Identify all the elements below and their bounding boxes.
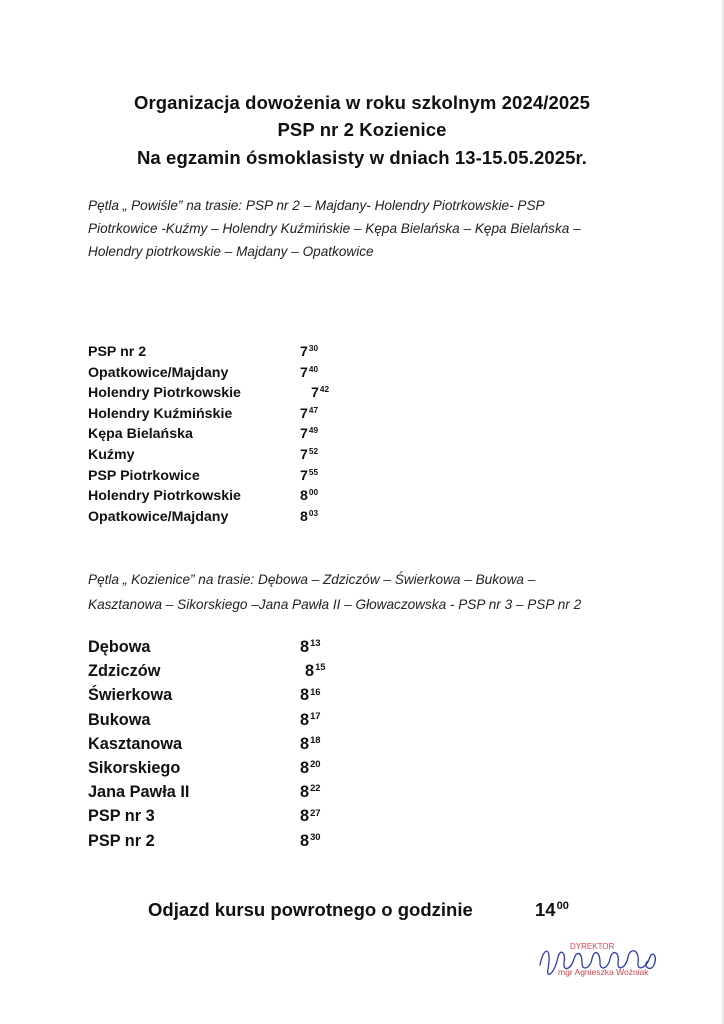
departure-minute: 13	[310, 638, 321, 650]
stop-name: Holendry Piotrkowskie	[88, 488, 241, 505]
departure-minute: 16	[310, 686, 321, 698]
departure-minute: 00	[308, 488, 319, 498]
return-trip-hour: 14	[535, 899, 556, 920]
departure-minute: 30	[308, 343, 319, 353]
stop-name: Zdziczów	[88, 662, 161, 681]
departure-hour: 7	[300, 426, 308, 443]
departure-time	[300, 832, 321, 851]
departure-time	[300, 344, 318, 360]
departure-time	[300, 735, 321, 754]
return-trip-label: Odjazd kursu powrotnego o godzinie	[148, 899, 473, 920]
departure-hour: 8	[300, 710, 310, 729]
departure-time	[300, 468, 318, 484]
director-stamp-signature	[530, 935, 665, 987]
departure-hour: 8	[300, 807, 310, 826]
stop-name: Bukowa	[88, 710, 151, 729]
departure-minute: 03	[308, 508, 319, 518]
departure-hour: 7	[311, 385, 319, 402]
stop-name: PSP Piotrkowice	[88, 467, 200, 484]
departure-hour: 7	[300, 344, 308, 360]
stop-name: Kuźmy	[88, 447, 135, 463]
departure-minute: 22	[310, 783, 321, 795]
departure-time	[300, 509, 318, 525]
stop-name: Sikorskiego	[88, 759, 181, 777]
departure-time	[300, 406, 318, 422]
stop-name: Opatkowice/Majdany	[88, 508, 229, 525]
departure-hour: 7	[300, 405, 308, 422]
stop-name: Opatkowice/Majdany	[88, 364, 229, 381]
departure-time	[300, 488, 318, 504]
departure-time	[311, 385, 329, 401]
departure-minute: 30	[310, 831, 321, 843]
return-trip-line	[148, 899, 569, 921]
route2-description-line-1: Pętla „ Kozienice” na trasie: Dębowa – Zdziczów – Świerkowa – Bukowa –	[88, 572, 536, 587]
departure-hour: 8	[305, 662, 315, 681]
departure-time	[300, 711, 321, 730]
route1-description-line-2: Piotrkowice -Kuźmy – Holendry Kuźmińskie – Kępa Bielańska – Kępa Bielańska –	[88, 221, 581, 236]
departure-time	[300, 426, 318, 442]
departure-hour: 8	[300, 488, 308, 505]
departure-time	[300, 447, 318, 463]
departure-hour: 8	[300, 734, 310, 753]
departure-hour: 8	[300, 783, 310, 802]
route1-description-line-3: Holendry piotrkowskie – Majdany – Opatkowice	[88, 244, 374, 259]
departure-minute: 55	[308, 467, 319, 477]
stamp-title: DYREKTOR	[570, 942, 615, 951]
return-trip-time	[535, 899, 569, 921]
departure-hour: 8	[300, 508, 308, 525]
departure-hour: 8	[300, 759, 310, 777]
departure-minute: 42	[319, 385, 330, 395]
departure-hour: 7	[300, 467, 308, 484]
departure-time	[300, 638, 321, 657]
return-trip-minute: 00	[556, 900, 569, 913]
departure-minute: 40	[308, 364, 319, 374]
title-line-2: PSP nr 2 Kozienice	[277, 119, 447, 140]
stamp-name: mgr Agnieszka Woźniak	[558, 967, 649, 977]
stop-name: Kępa Bielańska	[88, 426, 193, 443]
stop-name: PSP nr 3	[88, 807, 155, 826]
route2-description-line-2: Kasztanowa – Sikorskiego –Jana Pawła II – Głowaczowska - PSP nr 3 – PSP nr 2	[88, 597, 582, 612]
departure-time	[300, 365, 318, 381]
departure-hour: 8	[300, 831, 310, 850]
departure-time	[305, 662, 326, 681]
stop-name: Dębowa	[88, 638, 151, 656]
route1-description-line-1: Pętla „ Powiśle” na trasie: PSP nr 2 – Majdany- Holendry Piotrkowskie- PSP	[88, 198, 545, 213]
departure-minute: 52	[308, 446, 319, 456]
stop-name: Świerkowa	[88, 686, 173, 705]
departure-minute: 18	[310, 734, 321, 746]
stop-name: Jana Pawła II	[88, 783, 190, 802]
departure-time	[300, 807, 321, 826]
title-line-1: Organizacja dowożenia w roku szkolnym 2024/2025	[133, 92, 591, 113]
departure-minute: 17	[310, 710, 321, 722]
stop-name: Holendry Kuźmińskie	[88, 405, 233, 422]
departure-time	[300, 783, 321, 802]
departure-minute: 20	[310, 759, 321, 771]
departure-time	[300, 686, 321, 705]
departure-hour: 7	[300, 447, 308, 463]
departure-minute: 49	[308, 426, 319, 436]
departure-hour: 8	[300, 638, 310, 656]
stop-name: Kasztanowa	[88, 734, 183, 753]
stop-name: Holendry Piotrkowskie	[88, 385, 241, 402]
departure-minute: 27	[310, 807, 321, 819]
departure-hour: 8	[300, 686, 310, 705]
stop-name: PSP nr 2	[88, 344, 147, 360]
departure-hour: 7	[300, 364, 308, 381]
stop-name: PSP nr 2	[88, 831, 155, 850]
title-line-3: Na egzamin ósmoklasisty w dniach 13-15.05.2025r.	[136, 147, 588, 168]
departure-time	[300, 759, 321, 778]
departure-minute: 47	[308, 405, 319, 415]
departure-minute: 15	[315, 662, 326, 674]
